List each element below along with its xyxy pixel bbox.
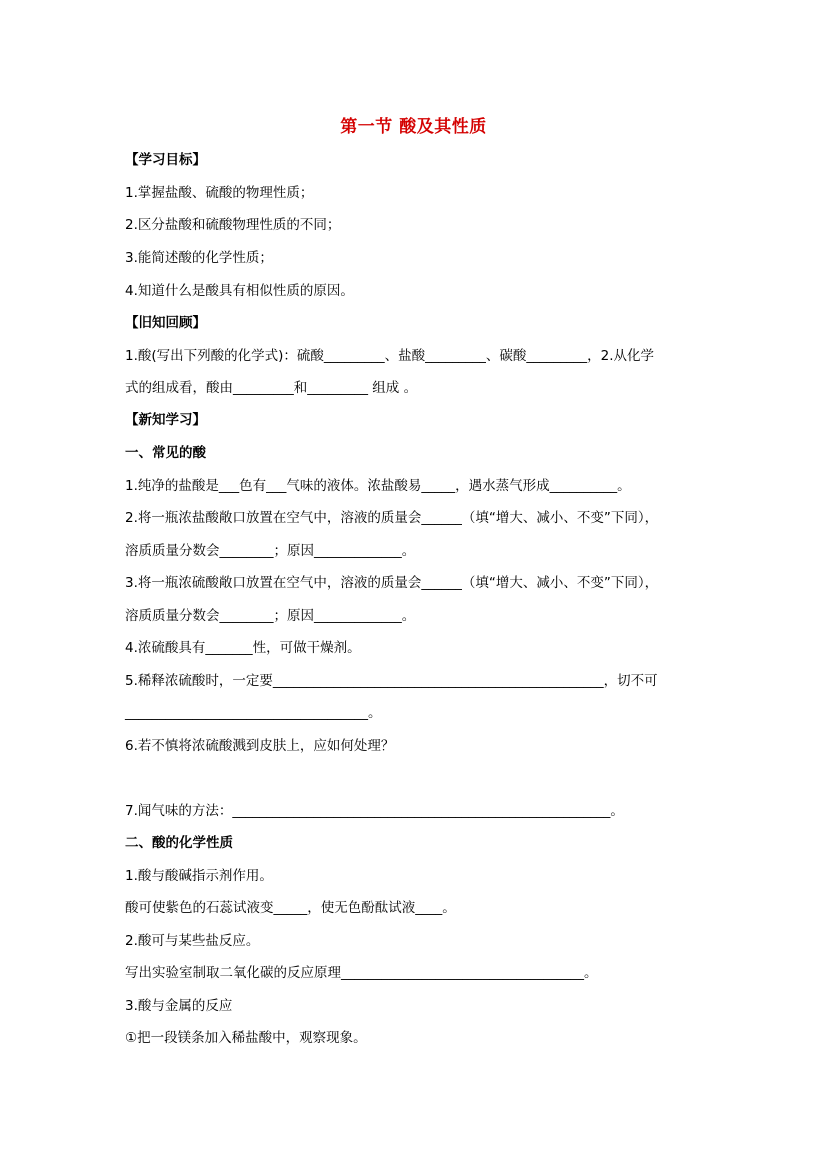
page-title: 第一节 酸及其性质	[340, 117, 487, 137]
subsection-heading-common-acids: 一、常见的酸	[125, 445, 206, 461]
chem-item-2-detail: 写出实验室制取二氧化碳的反应原理____________________________________。	[125, 965, 598, 981]
goal-item-1: 1.掌握盐酸、硫酸的物理性质；	[125, 185, 314, 201]
common-item-3-line-1: 3.将一瓶浓硫酸敞口放置在空气中，溶液的质量会______（填“增大、减小、不变”下同），	[125, 575, 659, 591]
review-question-line-2: 式的组成看，酸由_________和_________ 组成 。	[125, 380, 418, 396]
chem-item-3: 3.酸与金属的反应	[125, 998, 233, 1014]
common-item-2-line-1: 2.将一瓶浓盐酸敞口放置在空气中，溶液的质量会______（填“增大、减小、不变”下同），	[125, 510, 659, 526]
goal-item-2: 2.区分盐酸和硫酸物理性质的不同；	[125, 217, 341, 233]
chem-item-1-detail: 酸可使紫色的石蕊试液变_____，使无色酚酞试液____。	[125, 900, 456, 916]
goal-item-4: 4.知道什么是酸具有相似性质的原因。	[125, 283, 354, 299]
common-item-3-line-2: 溶质质量分数会________；原因_____________。	[125, 608, 416, 624]
review-question-line-1: 1.酸(写出下列酸的化学式)：硫酸_________、盐酸_________、碳酸_________，2.从化学	[125, 348, 655, 364]
chem-item-1: 1.酸与酸碱指示剂作用。	[125, 868, 273, 884]
chem-item-3-step-1: ①把一段镁条加入稀盐酸中，观察现象。	[125, 1030, 367, 1046]
section-heading-goals: 【学习目标】	[125, 152, 206, 168]
section-heading-review: 【旧知回顾】	[125, 315, 206, 331]
common-item-4: 4.浓硫酸具有_______性，可做干燥剂。	[125, 640, 361, 656]
common-item-2-line-2: 溶质质量分数会________；原因_____________。	[125, 543, 416, 559]
common-item-6: 6.若不慎将浓硫酸溅到皮肤上，应如何处理？	[125, 738, 395, 754]
section-heading-new: 【新知学习】	[125, 412, 206, 428]
common-item-5-line-1: 5.稀释浓硫酸时，一定要_________________________________________________，切不可	[125, 673, 658, 689]
chem-item-2: 2.酸可与某些盐反应。	[125, 933, 260, 949]
common-item-5-line-2: ____________________________________。	[125, 705, 382, 721]
subsection-heading-chemical-properties: 二、酸的化学性质	[125, 835, 233, 851]
common-item-1: 1.纯净的盐酸是___色有___气味的液体。浓盐酸易_____，遇水蒸气形成__________。	[125, 478, 631, 494]
common-item-7: 7.闻气味的方法：________________________________________________________。	[125, 803, 624, 819]
goal-item-3: 3.能简述酸的化学性质；	[125, 250, 273, 266]
